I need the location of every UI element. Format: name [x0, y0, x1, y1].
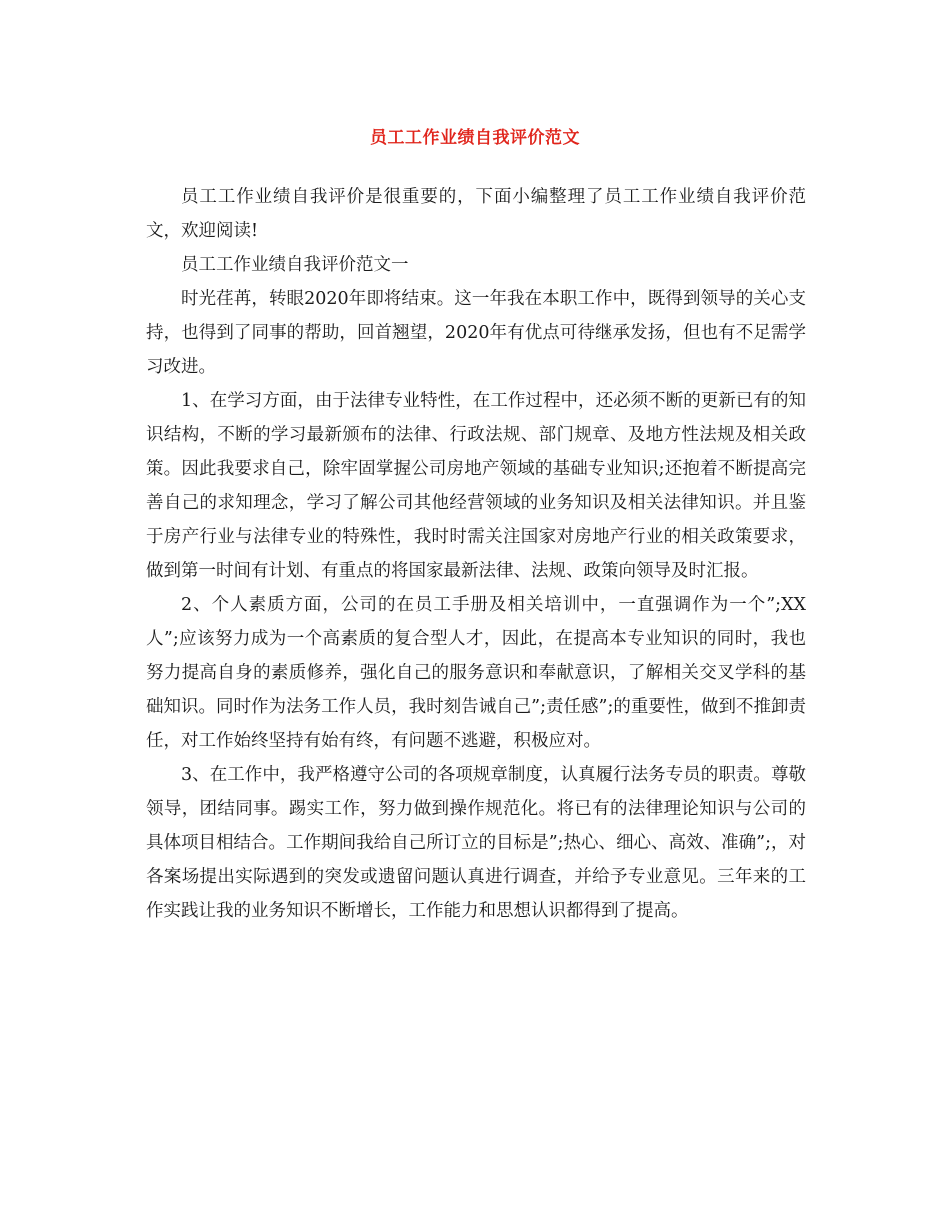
body-paragraph: 时光荏苒，转眼2020年即将结束。这一年我在本职工作中，既得到领导的关心支持，也得到了同事的帮助，回首翘望，2020年有优点可待继承发扬，但也有不足需学习改进。 — [146, 289, 806, 377]
body-paragraph: 2、个人素质方面，公司的在员工手册及相关培训中，一直强调作为一个”;XX人”;应该努力成为一个高素质的复合型人才，因此，在提高本专业知识的同时，我也努力提高自身的素质修养，强化自己的服务意识和奉献意识，了解相关交叉学科的基础知识。同时作为法务工作人员，我时刻告诫自己”;责任感”;的重要性，做到不推卸责任，对工作始终坚持有始有终，有问题不逃避，积极应对。 — [146, 595, 806, 751]
body-paragraph: 3、在工作中，我严格遵守公司的各项规章制度，认真履行法务专员的职责。尊敬领导，团结同事。踢实工作，努力做到操作规范化。将已有的法律理论知识与公司的具体项目相结合。工作期间我给自己所订立的目标是”;热心、细心、高效、准确”;，对各案场提出实际遇到的突发或遗留问题认真进行调查，并给予专业意见。三年来的工作实践让我的业务知识不断增长，工作能力和思想认识都得到了提高。 — [146, 765, 806, 921]
document-body — [146, 180, 806, 928]
body-paragraph: 1、在学习方面，由于法律专业特性，在工作过程中，还必须不断的更新已有的知识结构，不断的学习最新颁布的法律、行政法规、部门规章、及地方性法规及相关政策。因此我要求自己，除牢固掌握公司房地产领域的基础专业知识;还抱着不断提高完善自己的求知理念，学习了解公司其他经营领域的业务知识及相关法律知识。并且鉴于房产行业与法律专业的特殊性，我时时需关注国家对房地产行业的相关政策要求，做到第一时间有计划、有重点的将国家最新法律、法规、政策向领导及时汇报。 — [146, 391, 806, 581]
section-heading: 员工工作业绩自我评价范文一 — [181, 255, 409, 275]
intro-paragraph: 员工工作业绩自我评价是很重要的，下面小编整理了员工工作业绩自我评价范文，欢迎阅读! — [146, 187, 806, 241]
document-title: 员工工作业绩自我评价范文 — [370, 128, 580, 148]
